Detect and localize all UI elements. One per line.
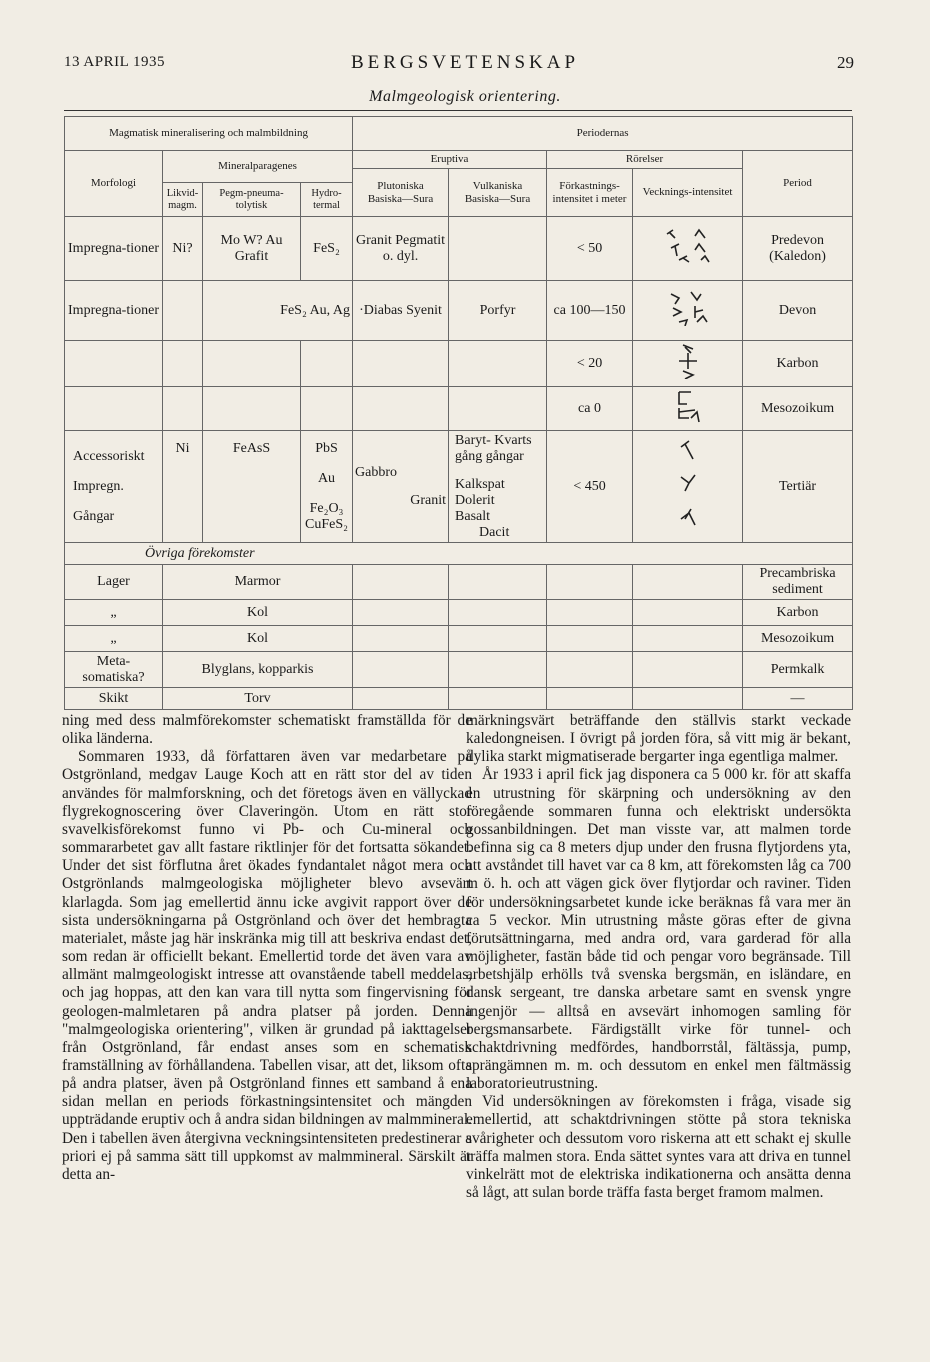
r9-empty-2 <box>449 652 547 688</box>
r9-morfologi: Meta-somatiska? <box>65 652 163 688</box>
r4-forkastning: ca 0 <box>547 387 633 431</box>
head-forkastning: Förkastnings-intensitet i meter <box>547 169 633 217</box>
head-mineralparagenes: Mineralparagenes <box>163 151 353 183</box>
r5-vulkaniska: Baryt- Kvarts gång gångar Kalkspat Dolerit Basalt Dacit <box>449 431 547 543</box>
r3-empty-6 <box>449 341 547 387</box>
issue-date: 13 APRIL 1935 <box>64 54 165 70</box>
r3-empty-2 <box>163 341 203 387</box>
r3-empty-1 <box>65 341 163 387</box>
fold-symbol-v-icon <box>665 439 711 529</box>
head-plutoniska: Plutoniska Basiska—Sura <box>353 169 449 217</box>
r5-hydro: PbS Au Fe₂O₃ CuFeS₂ <box>301 431 353 543</box>
r7-empty-2 <box>449 600 547 626</box>
top-rule <box>64 110 852 111</box>
body-column-right <box>466 712 851 1202</box>
r8-period: Mesozoikum <box>743 626 853 652</box>
r2-vulkaniska: Porfyr <box>449 281 547 341</box>
r1-forkastning: < 50 <box>547 217 633 281</box>
r4-empty-5 <box>353 387 449 431</box>
r8-text: Kol <box>163 626 353 652</box>
r3-empty-3 <box>203 341 301 387</box>
head-veckning: Vecknings-intensitet <box>633 169 743 217</box>
r7-morfologi: „ <box>65 600 163 626</box>
r6-empty-2 <box>449 565 547 600</box>
article-title: Malmgeologisk orientering. <box>369 88 561 105</box>
r9-empty-4 <box>633 652 743 688</box>
r3-forkastning: < 20 <box>547 341 633 387</box>
r6-empty-1 <box>353 565 449 600</box>
r2-period: Devon <box>743 281 853 341</box>
r7-empty-3 <box>547 600 633 626</box>
r8-empty-1 <box>353 626 449 652</box>
left-para-2: Sommaren 1933, då författaren även var medarbetare på Ostgrönland, medgav Lauge Koch att en rätt stor del av tiden användes för malmforskning, och det företogs även en vällyckad flygrekognoscering över Claveringön. Utom en rätt stor svavelkisförekomst funno vi Pb- och Cu-mineral och sommararbetet gav allt fastare riktlinjer för det fortsatta sökandet. Under det sist förflutna året ökades fyndantalet något mera och Ostgrönlands malmgeologiska möjligheter blevo avsevärt klarlagda. Som jag emellertid ännu icke avgivit rapport över de sista undersökningarna på Ostgrönland och över det hembragta materialet, måste jag här inskränka mig till att beskriva endast det, som redan är officiellt bekant. Emellertid torde det även vara av allmänt malmgeologiskt intresse att ovanstående tabell meddelas, och jag hoppas, att den kan vara till nytta som fingervisning för geologen-malmletaren på andra platser på jorden. Denna "malmgeologiska orientering", vilken är grundad på iakttagelser från Ostgrönland, får endast anses som en schematisk framställning av förhållandena. Tabellen visar, att det, liksom ofta på andra platser, även på Ostgrönland finnes ett samband å ena sidan mellan en periods förkastningsintensitet och mängden uppträdande eruptiv och å andra sidan bildningen av malmmineral. Den i tabellen även återgivna veckningsintensiteten predestinerar a priori ej på samma sätt till uppkomst av malmmineral. Särskilt är detta an- <box>62 748 472 1183</box>
r7-empty-4 <box>633 600 743 626</box>
r1-pegm: Mo W? Au Grafit <box>203 217 301 281</box>
r4-period: Mesozoikum <box>743 387 853 431</box>
r10-empty-4 <box>633 688 743 710</box>
r5-plutoniska: Gabbro Granit <box>353 431 449 543</box>
head-periodernas: Periodernas <box>353 117 853 151</box>
r1-vulkaniska <box>449 217 547 281</box>
r4-empty-2 <box>163 387 203 431</box>
r4-empty-6 <box>449 387 547 431</box>
right-para-3: Vid undersökningen av förekomsten i fråga, visade sig emellertid, att schaktdrivningen stötte på stora tekniska svårigheter och dessutom voro riskerna att ett schakt ej skulle träffa malmen stora. Enda sättet syntes vara att driva en tunnel vinkelrätt mot de elektriska indikationerna och ansätta denna så lågt, att sulan borde träffa fasta berget framom malmen. <box>466 1093 851 1202</box>
r6-empty-3 <box>547 565 633 600</box>
r3-period: Karbon <box>743 341 853 387</box>
journal-title: BERGSVETENSKAP <box>350 52 580 73</box>
r5-morfologi: Accessoriskt Impregn. Gångar <box>65 431 163 543</box>
head-likvid: Likvid-magm. <box>163 183 203 217</box>
r6-text: Marmor <box>163 565 353 600</box>
r7-period: Karbon <box>743 600 853 626</box>
r10-period: — <box>743 688 853 710</box>
r1-veckning <box>633 217 743 281</box>
r3-empty-5 <box>353 341 449 387</box>
r5-veckning <box>633 431 743 543</box>
head-rorelser: Rörelser <box>547 151 743 169</box>
r5-forkastning: < 450 <box>547 431 633 543</box>
r5-pegm: FeAsS <box>203 431 301 543</box>
r2-forkastning: ca 100—150 <box>547 281 633 341</box>
fold-symbol-medium-icon <box>665 290 711 326</box>
r2-plutoniska: ·Diabas Syenit <box>353 281 449 341</box>
r10-empty-1 <box>353 688 449 710</box>
head-magmatisk: Magmatisk mineralisering och malmbildning <box>65 117 353 151</box>
r6-empty-4 <box>633 565 743 600</box>
r1-likvid: Ni? <box>163 217 203 281</box>
head-eruptiva: Eruptiva <box>353 151 547 169</box>
head-period: Period <box>743 151 853 217</box>
r1-plutoniska: Granit Pegmatit o. dyl. <box>353 217 449 281</box>
r1-hydro: FeS₂ <box>301 217 353 281</box>
r5-period: Tertiär <box>743 431 853 543</box>
r9-text: Blyglans, kopparkis <box>163 652 353 688</box>
head-pegm: Pegm-pneuma-tolytisk <box>203 183 301 217</box>
page-number: 29 <box>837 53 854 72</box>
r4-veckning <box>633 387 743 431</box>
r5-likvid: Ni <box>163 431 203 543</box>
fold-symbol-flat-icon <box>665 388 711 424</box>
r2-morfologi: Impregna-tioner <box>65 281 163 341</box>
r10-morfologi: Skikt <box>65 688 163 710</box>
r4-empty-3 <box>203 387 301 431</box>
r8-empty-2 <box>449 626 547 652</box>
r4-empty-1 <box>65 387 163 431</box>
r8-morfologi: „ <box>65 626 163 652</box>
r1-period: Predevon (Kaledon) <box>743 217 853 281</box>
r9-empty-3 <box>547 652 633 688</box>
r10-empty-3 <box>547 688 633 710</box>
head-vulkaniska: Vulkaniska Basiska—Sura <box>449 169 547 217</box>
r1-morfologi: Impregna-tioner <box>65 217 163 281</box>
r3-empty-4 <box>301 341 353 387</box>
r2-veckning <box>633 281 743 341</box>
head-hydro: Hydro-termal <box>301 183 353 217</box>
right-para-1: märkningsvärt beträffande den ställvis starkt veckade kaledongneisen. I övrigt på jorden föra, så vitt mig är bekant, dylika starkt migmatiserade bergarter inga egentliga malmer. <box>466 712 851 766</box>
r7-text: Kol <box>163 600 353 626</box>
r6-period: Precambriska sediment <box>743 565 853 600</box>
r6-morfologi: Lager <box>65 565 163 600</box>
left-para-1: ning med dess malmförekomster schematiskt framställda för de olika länderna. <box>62 712 472 748</box>
right-para-2: År 1933 i april fick jag disponera ca 5 000 kr. för att skaffa en utrustning för skärpning och undersökning av den föregående sommaren funna och elektriskt undersökta gossanbildningen. Det man visste var, att malmen torde befinna sig ca 8 meters djup under den frusna flytjordens yta, att avståndet till havet var ca 8 km, att förekomsten låg ca 700 m ö. h. och att vägen gick över flytjordar och raviner. Tiden för undersökningsarbetet kunde icke beräknas få vara mer än ca 5 veckor. Min utrustning måste göras efter de givna förutsättningarna, med andra ord, vara garderad för alla möjligheter, fastän både tid och pengar voro begränsade. Till arbetshjälp erhölls två svenska bergsmän, en isländare, en dansk sergeant, tre danska arbetare samt en svensk yngre ingenjör — alltså en avsevärt inhomogen samling för bergsmansarbete. Färdigställt virke för tunnel- och schaktdrivning medfördes, handborrstål, fältässja, pump, sprängämnen m. m. och dessutom en enkel men fältmässig laboratorieutrustning. <box>466 766 851 1093</box>
head-morfologi: Morfologi <box>65 151 163 217</box>
r7-empty-1 <box>353 600 449 626</box>
r2-likvid <box>163 281 203 341</box>
ore-geology-table <box>64 116 853 710</box>
r10-text: Torv <box>163 688 353 710</box>
body-column-left <box>62 712 472 1184</box>
r2-hydro: FeS₂ Au, Ag <box>203 281 353 341</box>
r10-empty-2 <box>449 688 547 710</box>
r9-period: Permkalk <box>743 652 853 688</box>
r8-empty-3 <box>547 626 633 652</box>
fold-symbol-cross-icon <box>665 343 711 379</box>
r8-empty-4 <box>633 626 743 652</box>
ovriga-label: Övriga förekomster <box>65 543 853 565</box>
r9-empty-1 <box>353 652 449 688</box>
r4-empty-4 <box>301 387 353 431</box>
fold-symbol-dense-icon <box>665 228 711 264</box>
r3-veckning <box>633 341 743 387</box>
